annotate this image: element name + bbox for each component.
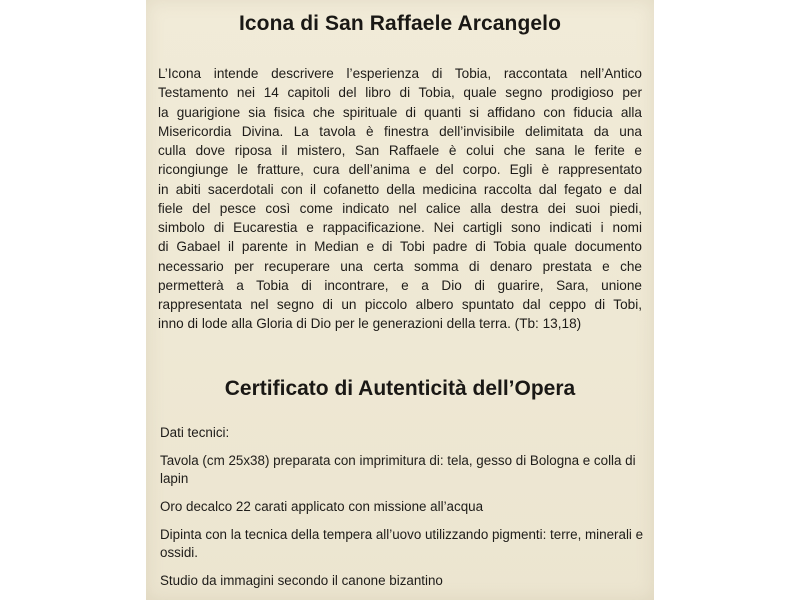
paragraph-line: inno di lode alla Gloria di Dio per le generazioni della terra. (Tb: 13,18)	[158, 316, 582, 332]
paragraph-line: culla dove riposa il mistero, San Raffaele è colui che sana le ferite e	[158, 143, 642, 158]
paragraph-line: simbolo di Eucarestia e rappacificazione. Nei cartigli sono indicati i nomi	[158, 220, 642, 235]
paragraph-line: fiele del pesce così come indicato nel calice alla destra dei suoi piedi,	[158, 200, 642, 216]
paragraph-line: rappresentata nel segno di un piccolo albero spuntato dal ceppo di Tobi,	[158, 297, 642, 312]
paragraph-line: Misericordia Divina. La tavola è finestra dell’invisibile delimitata da una	[158, 123, 642, 139]
certificate-title: Certificato di Autenticità dell’Opera	[224, 377, 576, 400]
paragraph-line: L’Icona intende descrivere l’esperienza di Tobia, raccontata nell’Antico	[158, 66, 642, 81]
document-sheet	[146, 0, 654, 600]
technical-specs-list	[160, 424, 646, 600]
description-paragraph	[158, 64, 642, 334]
paragraph-line: di Gabael il parente in Median e di Tobi padre di Tobia quale documento	[158, 239, 642, 255]
spec-item: Dati tecnici:	[160, 425, 230, 440]
paragraph-line: in abiti sacerdotali con il cofanetto della medicina raccolta dal fegato e dal	[158, 181, 642, 197]
spec-item: Dipinta con la tecnica della tempera all’uovo utilizzando pigmenti: terre, minerali e ossidi.	[160, 527, 644, 560]
spec-item: Studio da immagini secondo il canone bizantino	[160, 573, 443, 588]
document-title: Icona di San Raffaele Arcangelo	[238, 12, 562, 35]
paragraph-line: ricongiunge le fratture, cura dell’anima e del corpo. Egli è rappresentato	[158, 162, 642, 178]
paragraph-line: Testamento nei 14 capitoli del libro di Tobia, quale segno prodigioso per	[158, 85, 642, 101]
paragraph-line: necessario per recuperare una certa somma di denaro prestata e che	[158, 258, 642, 274]
spec-item: Tavola (cm 25x38) preparata con imprimitura di: tela, gesso di Bologna e colla di lapin	[160, 453, 636, 486]
spec-item: Oro decalco 22 carati applicato con missione all’acqua	[160, 499, 484, 514]
paragraph-line: la guarigione sia fisica che spirituale di quanti si affidano con fiducia alla	[158, 104, 642, 120]
paragraph-line: permetterà a Tobia di incontrare, e a Dio di guarire, Sara, unione	[158, 277, 642, 293]
